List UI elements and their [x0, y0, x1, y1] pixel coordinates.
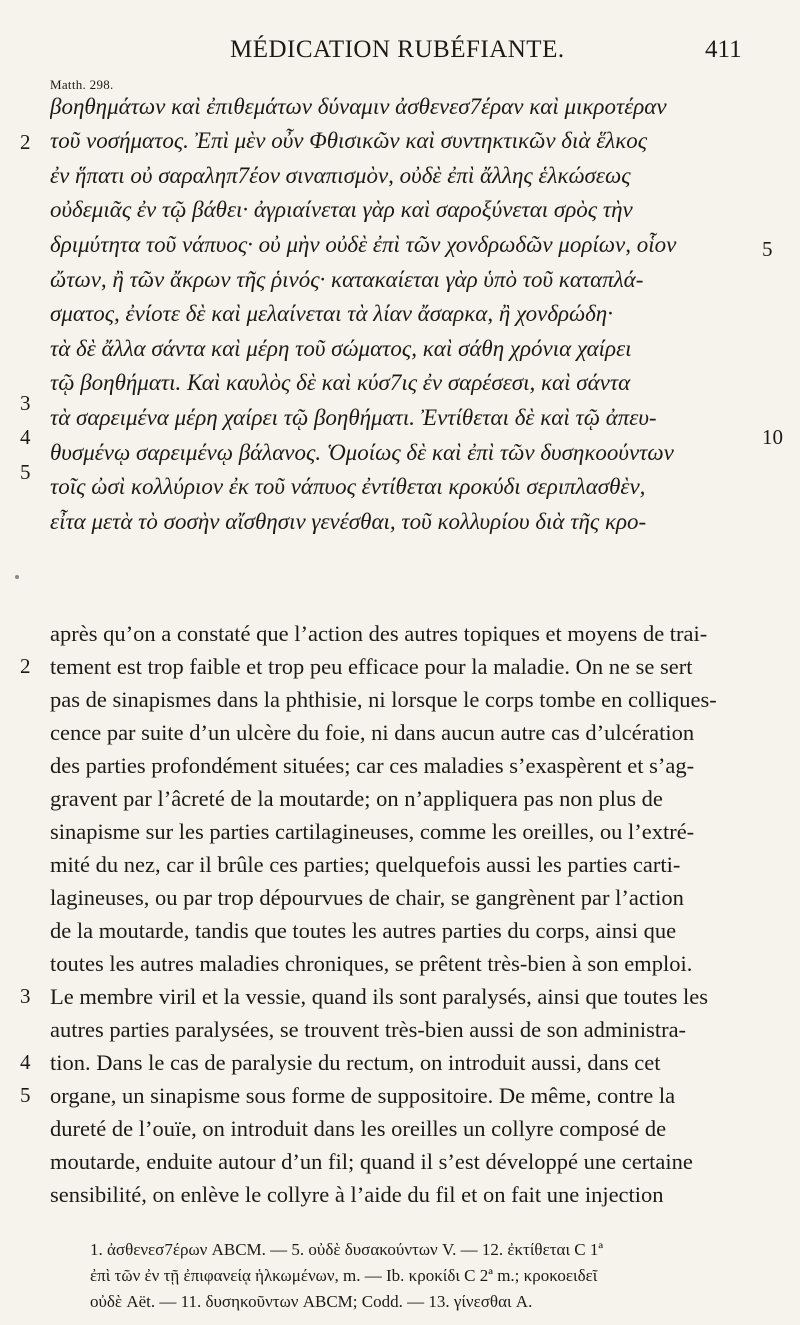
line-number: 3 [20, 391, 31, 415]
greek-line: ὤτων, ἢ τῶν ἄκρων τῆς ῥινός· κατακαίεται γὰρ ὑπὸ τοῦ καταπλά- [50, 267, 644, 292]
footnote-line: 1. ἀσθενεσ7έρων ABCM. — 5. οὐδὲ δυσακούντων V. — 12. ἐκτίθεται C 1ª [90, 1240, 604, 1259]
running-title: MÉDICATION RUBÉFIANTE. [230, 36, 565, 63]
french-line: sinapisme sur les parties cartilagineuses, comme les oreilles, ou l’extré- [50, 819, 695, 844]
french-line: de la moutarde, tandis que toutes les autres parties du corps, ainsi que [50, 918, 677, 943]
french-line: dureté de l’ouïe, on introduit dans les oreilles un collyre composé de [50, 1116, 667, 1141]
line-number: 3 [20, 984, 31, 1008]
page-number: 411 [705, 36, 742, 63]
greek-line: εἶτα μετὰ τὸ σοσὴν αἴσθησιν γενέσθαι, τοῦ κολλυρίου διὰ τῆς κρο- [50, 509, 647, 534]
greek-line: τὰ δὲ ἄλλα σάντα καὶ μέρη τοῦ σώματος, καὶ σάθη χρόνια χαίρει [50, 336, 632, 361]
french-line: pas de sinapismes dans la phthisie, ni lorsque le corps tombe en colliques- [50, 687, 717, 712]
french-line: des parties profondément situées; car ces maladies s’exaspèrent et s’ag- [50, 753, 695, 778]
greek-line: οὐδεμιᾶς ἐν τῷ βάθει· ἀγριαίνεται γὰρ καὶ σαροξύνεται σρὸς τὴν [50, 197, 633, 222]
line-number: 5 [762, 237, 773, 261]
matthaei-reference: Matth. 298. [50, 77, 114, 92]
french-line: cence par suite d’un ulcère du foie, ni dans aucun autre cas d’ulcération [50, 720, 695, 745]
greek-line: ἐν ἥπατι οὐ σαραληπ7έον σιναπισμὸν, οὐδὲ ἐπὶ ἄλλης ἑλκώσεως [50, 163, 631, 188]
greek-line: τὰ σαρειμένα μέρη χαίρει τῷ βοηθήματι. Ἐντίθεται δὲ καὶ τῷ ἀπευ- [50, 405, 657, 430]
french-line: Le membre viril et la vessie, quand ils sont paralysés, ainsi que toutes les [50, 984, 708, 1009]
greek-line: δριμύτητα τοῦ νάπυος· οὐ μὴν οὐδὲ ἐπὶ τῶν χονδρωδῶν μορίων, οἷον [50, 232, 677, 257]
greek-line: σματος, ἐνίοτε δὲ καὶ μελαίνεται τὰ λίαν ἄσαρκα, ἢ χονδρώδη· [50, 301, 613, 326]
french-line: tion. Dans le cas de paralysie du rectum, on introduit aussi, dans cet [50, 1050, 661, 1075]
line-number: 5 [20, 1083, 31, 1107]
greek-line: τοῦ νοσήματος. Ἐπὶ μὲν οὖν Φθισικῶν καὶ συντηκτικῶν διὰ ἕλκος [50, 128, 648, 153]
greek-line: τοῖς ὠσὶ κολλύριον ἐκ τοῦ νάπυος ἐντίθεται κροκύδι σεριπλασθὲν, [50, 474, 646, 499]
footnote-line: οὐδὲ Aët. — 11. δυσηκοῦντων ABCM; Codd. — 13. γίνεσθαι A. [90, 1292, 533, 1311]
french-line: mité du nez, car il brûle ces parties; quelquefois aussi les parties carti- [50, 852, 681, 877]
french-line: lagineuses, ou par trop dépourvues de chair, se gangrènent par l’action [50, 885, 684, 910]
french-line: après qu’on a constaté que l’action des autres topiques et moyens de trai- [50, 621, 708, 646]
line-number: 2 [20, 130, 31, 154]
line-number: 5 [20, 460, 31, 484]
french-line: moutarde, enduite autour d’un fil; quand il s’est développé une certaine [50, 1149, 693, 1174]
line-number: 10 [762, 425, 783, 449]
greek-line: τῷ βοηθήματι. Καὶ καυλὸς δὲ καὶ κύσ7ις ἐν σαρέσεσι, καὶ σάντα [50, 370, 631, 395]
line-number: 4 [20, 425, 31, 449]
french-line: toutes les autres maladies chroniques, se prêtent très-bien à son emploi. [50, 951, 693, 976]
line-number: 4 [20, 1050, 31, 1074]
french-line: sensibilité, on enlève le collyre à l’aide du fil et on fait une injection [50, 1182, 664, 1207]
footnote-line: ἐπὶ τῶν ἐν τῇ ἐπιφανείᾳ ἡλκωμένων, m. — Ib. κροκίδι C 2ª m.; κροκοειδεῖ [90, 1266, 598, 1285]
page-header [0, 36, 800, 76]
greek-line: βοηθημάτων καὶ ἐπιθεμάτων δύναμιν ἀσθενεσ7έραν καὶ μικροτέραν [50, 94, 667, 119]
french-line: tement est trop faible et trop peu efficace pour la maladie. On ne se sert [50, 654, 693, 679]
french-line: autres parties paralysées, se trouvent très-bien aussi de son administra- [50, 1017, 687, 1042]
line-number: 2 [20, 654, 31, 678]
greek-line: θυσμένῳ σαρειμένῳ βάλανος. Ὁμοίως δὲ καὶ ἐπὶ τῶν δυσηκοούντων [50, 440, 674, 465]
french-line: gravent par l’âcreté de la moutarde; on n’appliquera pas non plus de [50, 786, 663, 811]
page-mark [15, 575, 19, 579]
french-line: organe, un sinapisme sous forme de suppositoire. De même, contre la [50, 1083, 676, 1108]
